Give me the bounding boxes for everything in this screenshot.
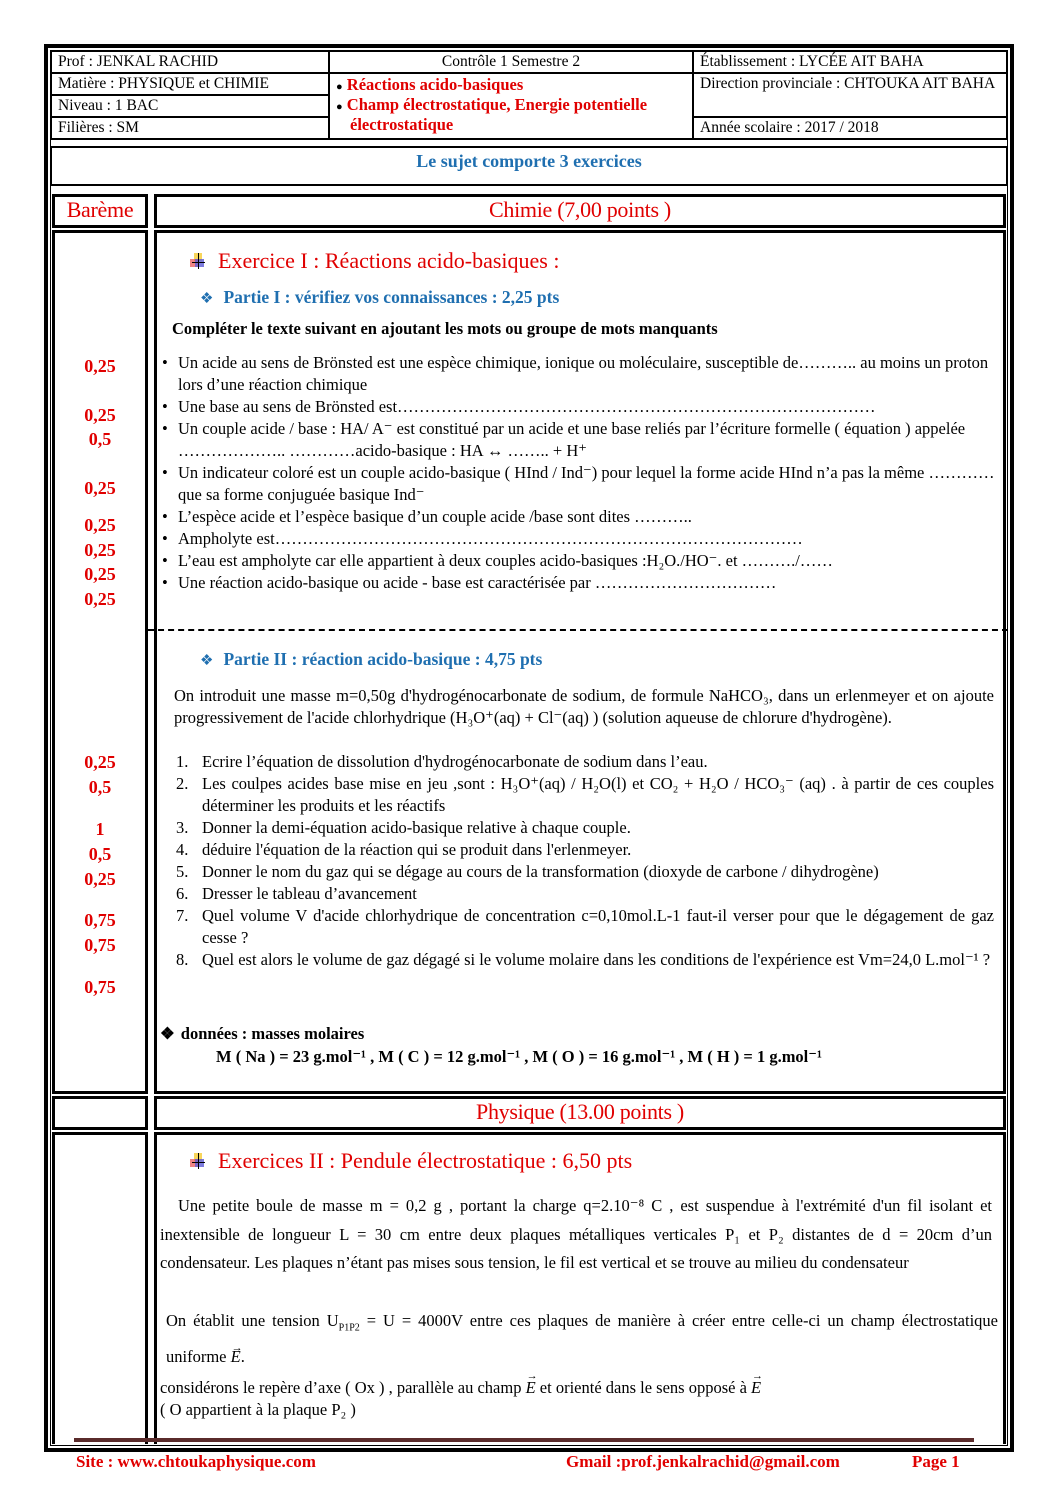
footer-page: Page 1 <box>912 1452 960 1471</box>
points-value: 0,25 <box>84 869 116 889</box>
points-value: 0,5 <box>88 844 112 864</box>
points-value: 0,75 <box>84 977 116 997</box>
section-divider <box>148 629 1008 631</box>
question-item: 4. déduire l'équation de la réaction qui se produit dans l'erlenmeyer. <box>176 840 632 859</box>
physique-paragraph-2: On établit une tension $U_{P1P2} = U = 4000V$ entre ces plaques de manière à créer entre celle-ci un champ électrostatique uniforme → E. <box>160 1307 998 1371</box>
diamond-bullet-icon: ❖ <box>200 653 214 669</box>
list-item: • Un indicateur coloré est un couple acido-basique ( HInd / Ind⁻) pour lequel la forme acide HInd n’a pas la même …………que sa forme conjuguée basique Ind⁻ <box>160 462 996 506</box>
part-1-title: ❖ Partie I : vérifiez vos connaissances : 2,25 pts <box>200 287 560 307</box>
points-value: 0,5 <box>88 429 112 449</box>
direction-cell: Direction provinciale : CHTOUKA AIT BAHA <box>693 73 1007 117</box>
bareme-label: Barème <box>66 197 134 222</box>
question-item: 2. Les coulpes acides base mise en jeu ,sont : H₃O⁺(aq) / H₂O(l) et CO₂ + H₂O / HCO₃⁻ (aq) . à partir de ces couples déterminer les produits et les réactifs <box>176 774 994 815</box>
data-title: ❖ données : masses molaires <box>160 1024 365 1043</box>
physique-paragraph-1: Une petite boule de masse m = 0,2 g , portant la charge q=2.10⁻⁸ C , est suspendue à l'extrémité d'un fil isolant et inextensible de longueur L = 30 cm entre deux plaques métalliques verticales P₁ et P₂ distantes de d = 20cm d’un condensateur. Les plaques n’étant pas mises sous tension, le fil est vertical et se trouve au milieu du condensateur <box>160 1196 992 1272</box>
bullet-plus-icon <box>190 253 206 269</box>
question-item: 1. Ecrire l’équation de dissolution d'hydrogénocarbonate de sodium dans l’eau. <box>176 752 708 771</box>
filieres-cell: Filières : SM <box>51 117 329 139</box>
footer-site: Site : www.chtoukaphysique.com <box>76 1452 316 1471</box>
etablissement-cell: Établissement : LYCÉE AIT BAHA <box>693 51 1007 73</box>
data-values: M ( Na ) = 23 g.mol⁻¹ , M ( C ) = 12 g.mol⁻¹ , M ( O ) = 16 g.mol⁻¹ , M ( H ) = 1 g.mol⁻¹ <box>216 1047 822 1066</box>
physique-paragraph-3: considérons le repère d’axe ( Ox ) , parallèle au champ → E et orienté dans le sens opposé à → E <box>160 1377 996 1399</box>
points-value: 0,25 <box>84 564 116 584</box>
exercise-2-title: Exercices II : Pendule électrostatique : 6,50 pts <box>160 1150 996 1174</box>
physique-bareme-header <box>52 1096 148 1130</box>
points-value: 0,25 <box>84 752 116 772</box>
annee-cell: Année scolaire : 2017 / 2018 <box>693 117 1007 139</box>
points-value: 0,25 <box>84 589 116 609</box>
physique-header <box>154 1096 1006 1130</box>
points-value: 0,75 <box>84 910 116 930</box>
part-1-instruction: Compléter le texte suivant en ajoutant les mots ou groupe de mots manquants <box>172 319 718 338</box>
physique-bareme-column <box>52 1132 148 1444</box>
question-item: 6. Dresser le tableau d’avancement <box>176 884 417 903</box>
diamond-bullet-icon: ❖ <box>160 1024 175 1043</box>
points-value: 1 <box>95 819 105 839</box>
part-1-list <box>160 352 996 594</box>
points-value: 0,25 <box>84 478 116 498</box>
part-2-title: ❖ Partie II : réaction acido-basique : 4,75 pts <box>200 649 543 669</box>
topic-item: ● Champ électrostatique, Energie potentielle électrostatique <box>336 95 648 134</box>
list-item: • Une base au sens de Brönsted est…………………………………………………………………………… <box>160 396 996 418</box>
question-item: 3. Donner la demi-équation acido-basique relative à chaque couple. <box>176 818 631 837</box>
subject-count: Le sujet comporte 3 exercices <box>50 146 1008 186</box>
chimie-title: Chimie (7,00 points ) <box>489 197 671 222</box>
physique-title: Physique (13.00 points ) <box>476 1099 684 1124</box>
chimie-header <box>154 194 1006 228</box>
bullet-plus-icon <box>190 1153 206 1169</box>
points-value: 0,5 <box>88 777 112 797</box>
part-2-intro: On introduit une masse m=0,50g d'hydrogénocarbonate de sodium, de formule NaHCO₃, dans un erlenmeyer et on ajoute progressivement de l'acide chlorhydrique (H₃O⁺(aq) + Cl⁻(aq) ) (solution aqueuse de chlorure d'hydrogène). <box>174 686 994 727</box>
question-item: 5. Donner le nom du gaz qui se dégage au cours de la transformation (dioxyde de carbone / dihydrogène) <box>176 862 879 881</box>
list-item: • L’espèce acide et l’espèce basique d’un couple acide /base sont dites ……….. <box>160 506 996 528</box>
footer-gmail: Gmail :prof.jenkalrachid@gmail.com <box>566 1452 840 1471</box>
matiere-cell: Matière : PHYSIQUE et CHIMIE <box>51 73 329 95</box>
question-item: 8. Quel est alors le volume de gaz dégagé si le volume molaire dans les conditions de l'expérience est Vm=24,0 L.mol⁻¹ ? <box>176 950 991 969</box>
part-2-questions <box>160 751 994 971</box>
footer-bar <box>74 1438 974 1442</box>
question-item: 7. Quel volume V d'acide chlorhydrique de concentration c=0,10mol.L-1 faut-il verser pour que le dégagement de gaz cesse ? <box>176 906 994 947</box>
controle-cell: Contrôle 1 Semestre 2 <box>329 51 693 73</box>
topic-item: ● Réactions acido-basiques <box>336 75 524 94</box>
prof-cell: Prof : JENKAL RACHID <box>51 51 329 73</box>
points-value: 0,25 <box>84 515 116 535</box>
list-item: • Ampholyte est…………………………………………………………………………………… <box>160 528 996 550</box>
points-value: 0,25 <box>84 356 116 376</box>
topics-cell <box>329 73 693 139</box>
bareme-header <box>52 194 148 228</box>
points-value: 0,25 <box>84 540 116 560</box>
niveau-cell: Niveau : 1 BAC <box>51 95 329 117</box>
header-table <box>50 50 1008 140</box>
list-item: • Une réaction acido-basique ou acide - base est caractérisée par …………………………… <box>160 572 996 594</box>
points-value: 0,75 <box>84 935 116 955</box>
diamond-bullet-icon: ❖ <box>200 291 214 307</box>
list-item: • Un couple acide / base : HA/ A⁻ est constitué par un acide et une base reliés par l’écriture formelle ( équation ) appelée ……………….. …………acido-basique : HA ↔ …….. + H⁺ <box>160 418 996 462</box>
list-item: • L’eau est ampholyte car elle appartient à deux couples acido-basiques :H₂O./HO⁻. et ………./…… <box>160 550 996 572</box>
exercise-1-title: Exercice I : Réactions acido-basiques : <box>160 250 996 274</box>
points-value: 0,25 <box>84 405 116 425</box>
list-item: • Un acide au sens de Brönsted est une espèce chimique, ionique ou moléculaire, susceptible de……….. au moins un proton lors d’une réaction chimique <box>160 352 996 396</box>
physique-paragraph-4: ( O appartient à la plaque P₂ ) <box>160 1400 356 1419</box>
vector-e: → E <box>231 1347 241 1366</box>
